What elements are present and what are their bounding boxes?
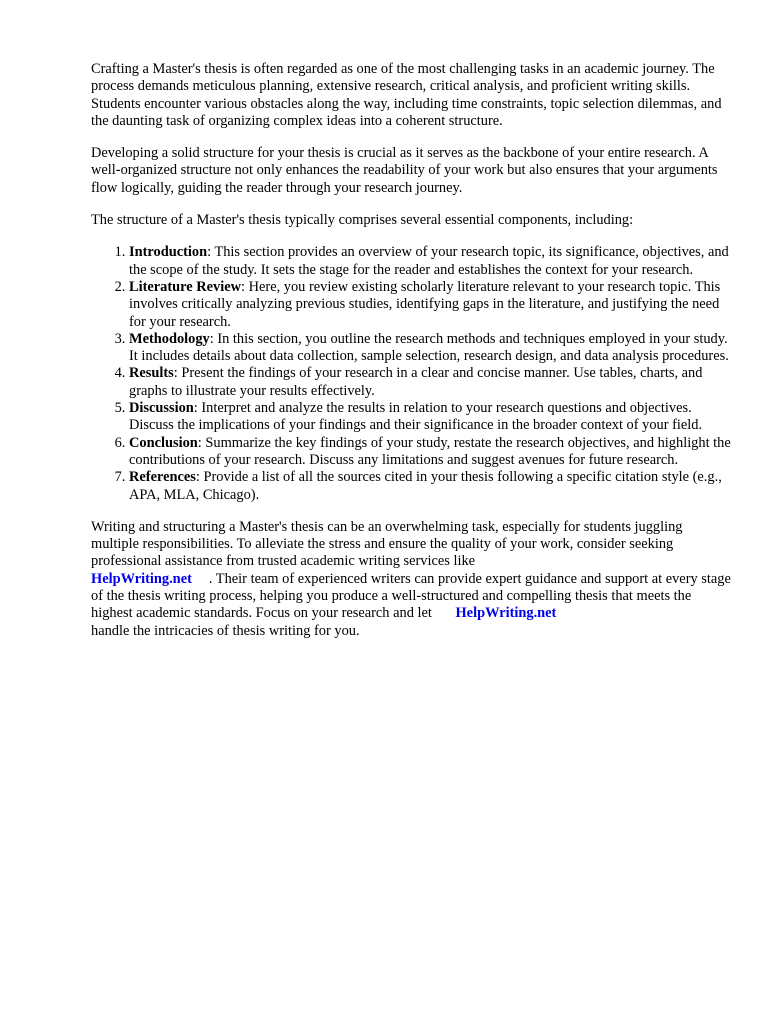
description-introduction: : This section provides an overview of your research topic, its significance, objectives, and the scope of the study. It sets the stage for the reader and establishes the context for your research. [129,244,729,278]
term-literature-review: Literature Review [129,278,242,295]
term-conclusion: Conclusion [129,434,198,451]
document-page [91,61,731,655]
intro-paragraph: Crafting a Master's thesis is often regarded as one of the most challenging tasks in an academic journey. The process demands meticulous planning, extensive research, critical analysis, and proficient writing skills. Students encounter various obstacles along the way, including time constraints, topic selection dilemmas, and the daunting task of organizing complex ideas into a coherent structure. [91,61,722,129]
list-item-results [129,365,731,400]
helpwriting-link-2[interactable]: HelpWriting.net [455,605,557,622]
list-item-literature-review [129,279,731,331]
structure-paragraph: Developing a solid structure for your thesis is crucial as it serves as the backbone of your entire research. A well-organized structure not only enhances the readability of your work but also ensures that your arguments flow logically, guiding the reader through your research journey. [91,145,718,196]
list-item-discussion [129,400,731,435]
closing-text-start: Writing and structuring a Master's thesis can be an overwhelming task, especially for students juggling multiple responsibilities. To alleviate the stress and ensure the quality of your work, consider seeking professional assistance from trusted academic writing services like [91,518,683,570]
description-conclusion: : Summarize the key findings of your study, restate the research objectives, and highlight the contributions of your research. Discuss any limitations and suggest avenues for future research. [129,434,731,468]
list-item-introduction [129,244,731,279]
list-item-references [129,469,731,504]
description-results: : Present the findings of your research in a clear and concise manner. Use tables, charts, and graphs to illustrate your results effectively. [129,365,703,399]
closing-paragraph [91,519,731,640]
term-references: References [129,469,196,486]
list-item-methodology [129,331,731,366]
list-item-conclusion [129,435,731,470]
term-discussion: Discussion [129,400,194,417]
closing-text-middle: . Their team of experienced writers can provide expert guidance and support at every stage of the thesis writing process, helping you produce a well-structured and compelling thesis that meets the highest academic standards. Focus on your research and let [91,570,731,622]
components-lead-paragraph: The structure of a Master's thesis typically comprises several essential components, including: [91,212,634,229]
helpwriting-link-1[interactable]: HelpWriting.net [91,570,192,587]
term-introduction: Introduction [129,244,208,261]
components-list [91,244,731,503]
description-references: : Provide a list of all the sources cited in your thesis following a specific citation style (e.g., APA, MLA, Chicago). [129,469,722,503]
description-literature-review: : Here, you review existing scholarly literature relevant to your research topic. This involves critically analyzing previous studies, identifying gaps in the literature, and justifying the need for your research. [129,278,721,330]
term-results: Results [129,365,174,382]
closing-text-end: handle the intricacies of thesis writing for you. [91,622,360,639]
term-methodology: Methodology [129,330,210,347]
description-methodology: : In this section, you outline the research methods and techniques employed in your study. It includes details about data collection, sample selection, research design, and data analysis procedures. [129,330,729,365]
description-discussion: : Interpret and analyze the results in relation to your research questions and objectives. Discuss the implications of your findings and their significance in the broader context of your field. [129,400,703,434]
